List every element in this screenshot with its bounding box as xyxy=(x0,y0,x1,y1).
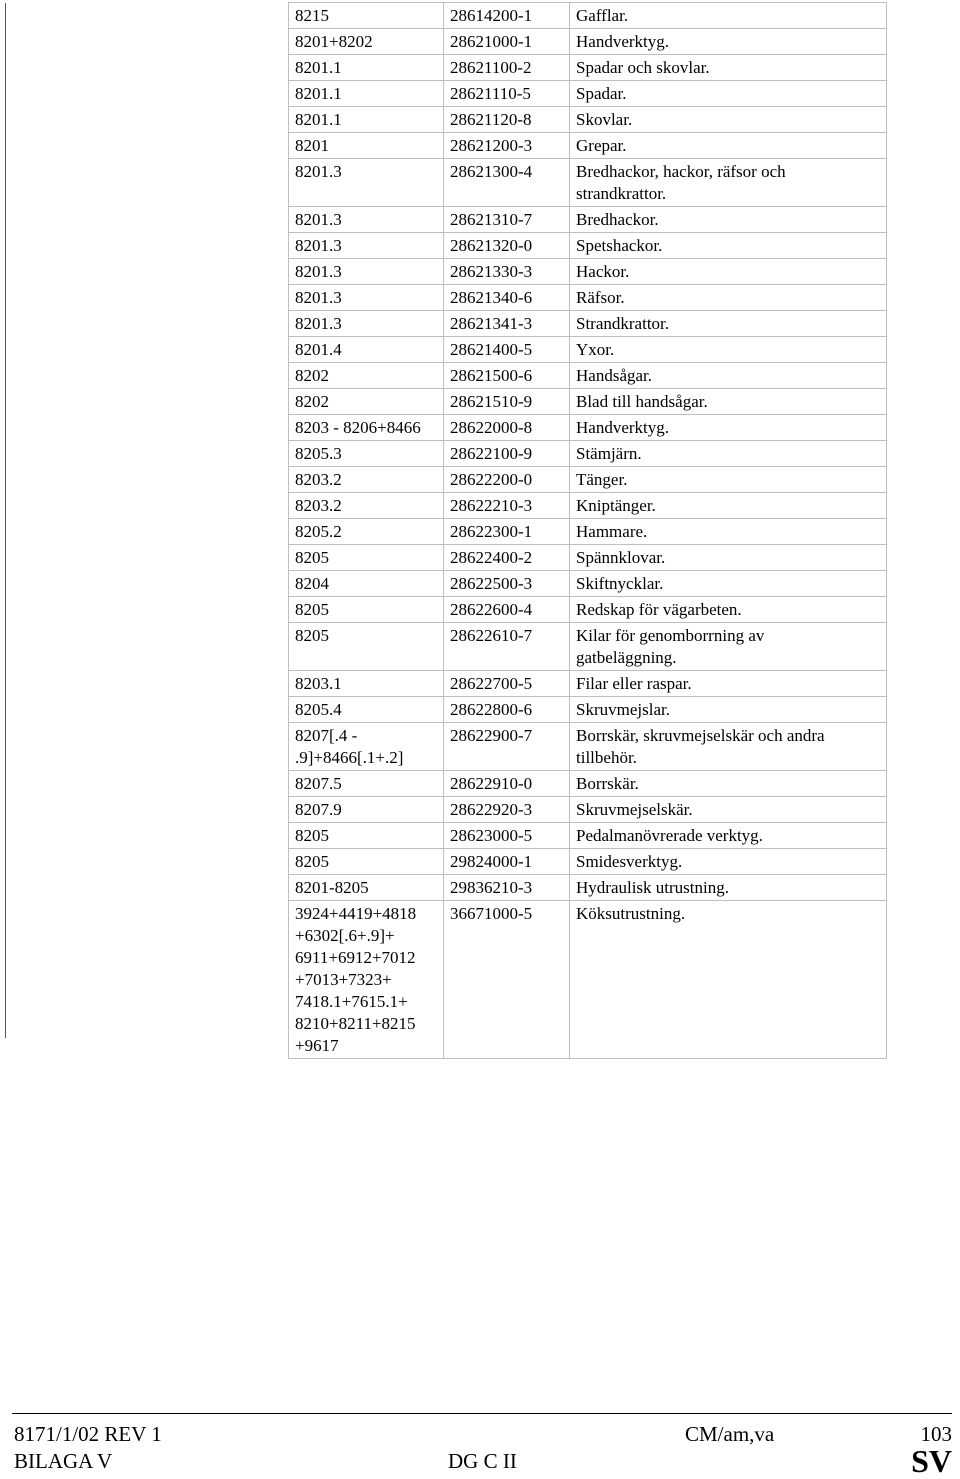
cpv-code-cell: 28622400-2 xyxy=(444,545,570,571)
cn-code-cell: 8205 xyxy=(289,623,444,671)
cn-code-cell: 8201.3 xyxy=(289,159,444,207)
cn-code-cell: 8202 xyxy=(289,389,444,415)
cn-code-cell: 8205.4 xyxy=(289,697,444,723)
table-row xyxy=(289,823,887,849)
cn-code-cell: 8204 xyxy=(289,571,444,597)
table-row xyxy=(289,901,887,1059)
table-row xyxy=(289,389,887,415)
page-number: 103 xyxy=(920,1422,952,1446)
annex-label: BILAGA V xyxy=(14,1449,113,1473)
description-cell: Handsågar. xyxy=(570,363,887,389)
cpv-code-cell: 28621110-5 xyxy=(444,81,570,107)
cn-code-cell: 8201.3 xyxy=(289,233,444,259)
table-row xyxy=(289,337,887,363)
description-cell: Grepar. xyxy=(570,133,887,159)
cn-code-cell: 8205 xyxy=(289,823,444,849)
cpv-code-cell: 28622000-8 xyxy=(444,415,570,441)
cn-code-cell: 3924+4419+4818 +6302[.6+.9]+ 6911+6912+7012 +7013+7323+ 7418.1+7615.1+ 8210+8211+8215 +9617 xyxy=(289,901,444,1059)
description-cell: Strandkrattor. xyxy=(570,311,887,337)
table-row xyxy=(289,159,887,207)
cpv-code-cell: 28614200-1 xyxy=(444,3,570,29)
table-row xyxy=(289,545,887,571)
table-row xyxy=(289,363,887,389)
description-cell: Räfsor. xyxy=(570,285,887,311)
cn-code-cell: 8201-8205 xyxy=(289,875,444,901)
cn-code-cell: 8201.3 xyxy=(289,259,444,285)
cpv-code-cell: 28621100-2 xyxy=(444,55,570,81)
cn-code-cell: 8201.3 xyxy=(289,285,444,311)
table-row xyxy=(289,797,887,823)
description-cell: Spännklovar. xyxy=(570,545,887,571)
description-cell: Filar eller raspar. xyxy=(570,671,887,697)
description-cell: Handverktyg. xyxy=(570,415,887,441)
cpv-code-cell: 28621330-3 xyxy=(444,259,570,285)
cpv-code-cell: 28621510-9 xyxy=(444,389,570,415)
description-cell: Handverktyg. xyxy=(570,29,887,55)
cpv-code-cell: 28623000-5 xyxy=(444,823,570,849)
description-cell: Gafflar. xyxy=(570,3,887,29)
description-cell: Kilar för genomborrning av gatbeläggning. xyxy=(570,623,887,671)
description-cell: Skruvmejselskär. xyxy=(570,797,887,823)
cn-code-cell: 8207.9 xyxy=(289,797,444,823)
code-table-body xyxy=(289,3,887,1059)
cpv-code-cell: 28621300-4 xyxy=(444,159,570,207)
cpv-code-cell: 28622910-0 xyxy=(444,771,570,797)
description-cell: Redskap för vägarbeten. xyxy=(570,597,887,623)
cpv-code-cell: 29824000-1 xyxy=(444,849,570,875)
cn-code-cell: 8201.3 xyxy=(289,207,444,233)
cpv-code-cell: 28621200-3 xyxy=(444,133,570,159)
description-cell: Yxor. xyxy=(570,337,887,363)
cpv-code-cell: 28621400-5 xyxy=(444,337,570,363)
directorate-label: DG C II xyxy=(448,1449,517,1473)
table-row xyxy=(289,29,887,55)
description-cell: Borrskär, skruvmejselskär och andra tillbehör. xyxy=(570,723,887,771)
description-cell: Borrskär. xyxy=(570,771,887,797)
cn-code-cell: 8207.5 xyxy=(289,771,444,797)
language-code: SV xyxy=(911,1443,952,1479)
cpv-code-cell: 28622300-1 xyxy=(444,519,570,545)
table-row xyxy=(289,311,887,337)
cpv-code-cell: 28622700-5 xyxy=(444,671,570,697)
cn-code-cell: 8205.2 xyxy=(289,519,444,545)
table-row xyxy=(289,519,887,545)
cn-code-cell: 8215 xyxy=(289,3,444,29)
cpv-code-cell: 28622600-4 xyxy=(444,597,570,623)
author-initials: CM/am,va xyxy=(685,1422,775,1446)
table-row xyxy=(289,81,887,107)
table-row xyxy=(289,493,887,519)
cpv-code-cell: 28622500-3 xyxy=(444,571,570,597)
description-cell: Bredhackor, hackor, räfsor och strandkrattor. xyxy=(570,159,887,207)
cpv-code-cell: 28621341-3 xyxy=(444,311,570,337)
cpv-code-cell: 28622920-3 xyxy=(444,797,570,823)
cn-code-cell: 8205 xyxy=(289,849,444,875)
table-row xyxy=(289,3,887,29)
page-margin-line xyxy=(5,3,6,1038)
document-reference: 8171/1/02 REV 1 xyxy=(14,1422,162,1446)
table-row xyxy=(289,849,887,875)
description-cell: Köksutrustning. xyxy=(570,901,887,1059)
table-row xyxy=(289,55,887,81)
description-cell: Hammare. xyxy=(570,519,887,545)
footer-divider xyxy=(12,1413,952,1414)
table-row xyxy=(289,671,887,697)
description-cell: Spetshackor. xyxy=(570,233,887,259)
description-cell: Bredhackor. xyxy=(570,207,887,233)
table-row xyxy=(289,233,887,259)
description-cell: Pedalmanövrerade verktyg. xyxy=(570,823,887,849)
cpv-code-cell: 28621500-6 xyxy=(444,363,570,389)
description-cell: Stämjärn. xyxy=(570,441,887,467)
cn-code-cell: 8201.1 xyxy=(289,81,444,107)
description-cell: Blad till handsågar. xyxy=(570,389,887,415)
table-row xyxy=(289,259,887,285)
cn-code-cell: 8203.2 xyxy=(289,493,444,519)
cpv-code-cell: 28621340-6 xyxy=(444,285,570,311)
description-cell: Kniptänger. xyxy=(570,493,887,519)
cn-code-cell: 8201.1 xyxy=(289,107,444,133)
table-row xyxy=(289,285,887,311)
cpv-code-cell: 28621000-1 xyxy=(444,29,570,55)
description-cell: Spadar och skovlar. xyxy=(570,55,887,81)
cpv-code-cell: 29836210-3 xyxy=(444,875,570,901)
cpv-code-cell: 28622200-0 xyxy=(444,467,570,493)
description-cell: Hydraulisk utrustning. xyxy=(570,875,887,901)
description-cell: Smidesverktyg. xyxy=(570,849,887,875)
table-row xyxy=(289,467,887,493)
description-cell: Skruvmejslar. xyxy=(570,697,887,723)
description-cell: Skovlar. xyxy=(570,107,887,133)
description-cell: Tänger. xyxy=(570,467,887,493)
cn-code-cell: 8201.4 xyxy=(289,337,444,363)
description-cell: Hackor. xyxy=(570,259,887,285)
cpv-code-cell: 28622210-3 xyxy=(444,493,570,519)
description-cell: Spadar. xyxy=(570,81,887,107)
table-row xyxy=(289,441,887,467)
cn-code-cell: 8205 xyxy=(289,597,444,623)
cn-code-cell: 8205.3 xyxy=(289,441,444,467)
cpv-code-cell: 36671000-5 xyxy=(444,901,570,1059)
description-cell: Skiftnycklar. xyxy=(570,571,887,597)
table-row xyxy=(289,107,887,133)
cn-code-cell: 8207[.4 - .9]+8466[.1+.2] xyxy=(289,723,444,771)
cn-code-cell: 8201.3 xyxy=(289,311,444,337)
table-row xyxy=(289,133,887,159)
cn-code-cell: 8201.1 xyxy=(289,55,444,81)
table-row xyxy=(289,207,887,233)
cpv-code-cell: 28622800-6 xyxy=(444,697,570,723)
table-row xyxy=(289,875,887,901)
cn-code-cell: 8203.2 xyxy=(289,467,444,493)
cn-code-cell: 8205 xyxy=(289,545,444,571)
table-row xyxy=(289,723,887,771)
cpv-code-cell: 28622100-9 xyxy=(444,441,570,467)
cpv-code-cell: 28622900-7 xyxy=(444,723,570,771)
cn-code-cell: 8203.1 xyxy=(289,671,444,697)
cn-code-cell: 8203 - 8206+8466 xyxy=(289,415,444,441)
table-row xyxy=(289,623,887,671)
table-row xyxy=(289,597,887,623)
table-row xyxy=(289,571,887,597)
table-row xyxy=(289,697,887,723)
cpv-code-cell: 28621120-8 xyxy=(444,107,570,133)
table-row xyxy=(289,415,887,441)
cpv-code-cell: 28622610-7 xyxy=(444,623,570,671)
cn-code-cell: 8201+8202 xyxy=(289,29,444,55)
cpv-code-cell: 28621320-0 xyxy=(444,233,570,259)
cpv-code-cell: 28621310-7 xyxy=(444,207,570,233)
code-table xyxy=(288,2,887,1059)
table-row xyxy=(289,771,887,797)
cn-code-cell: 8201 xyxy=(289,133,444,159)
cn-code-cell: 8202 xyxy=(289,363,444,389)
